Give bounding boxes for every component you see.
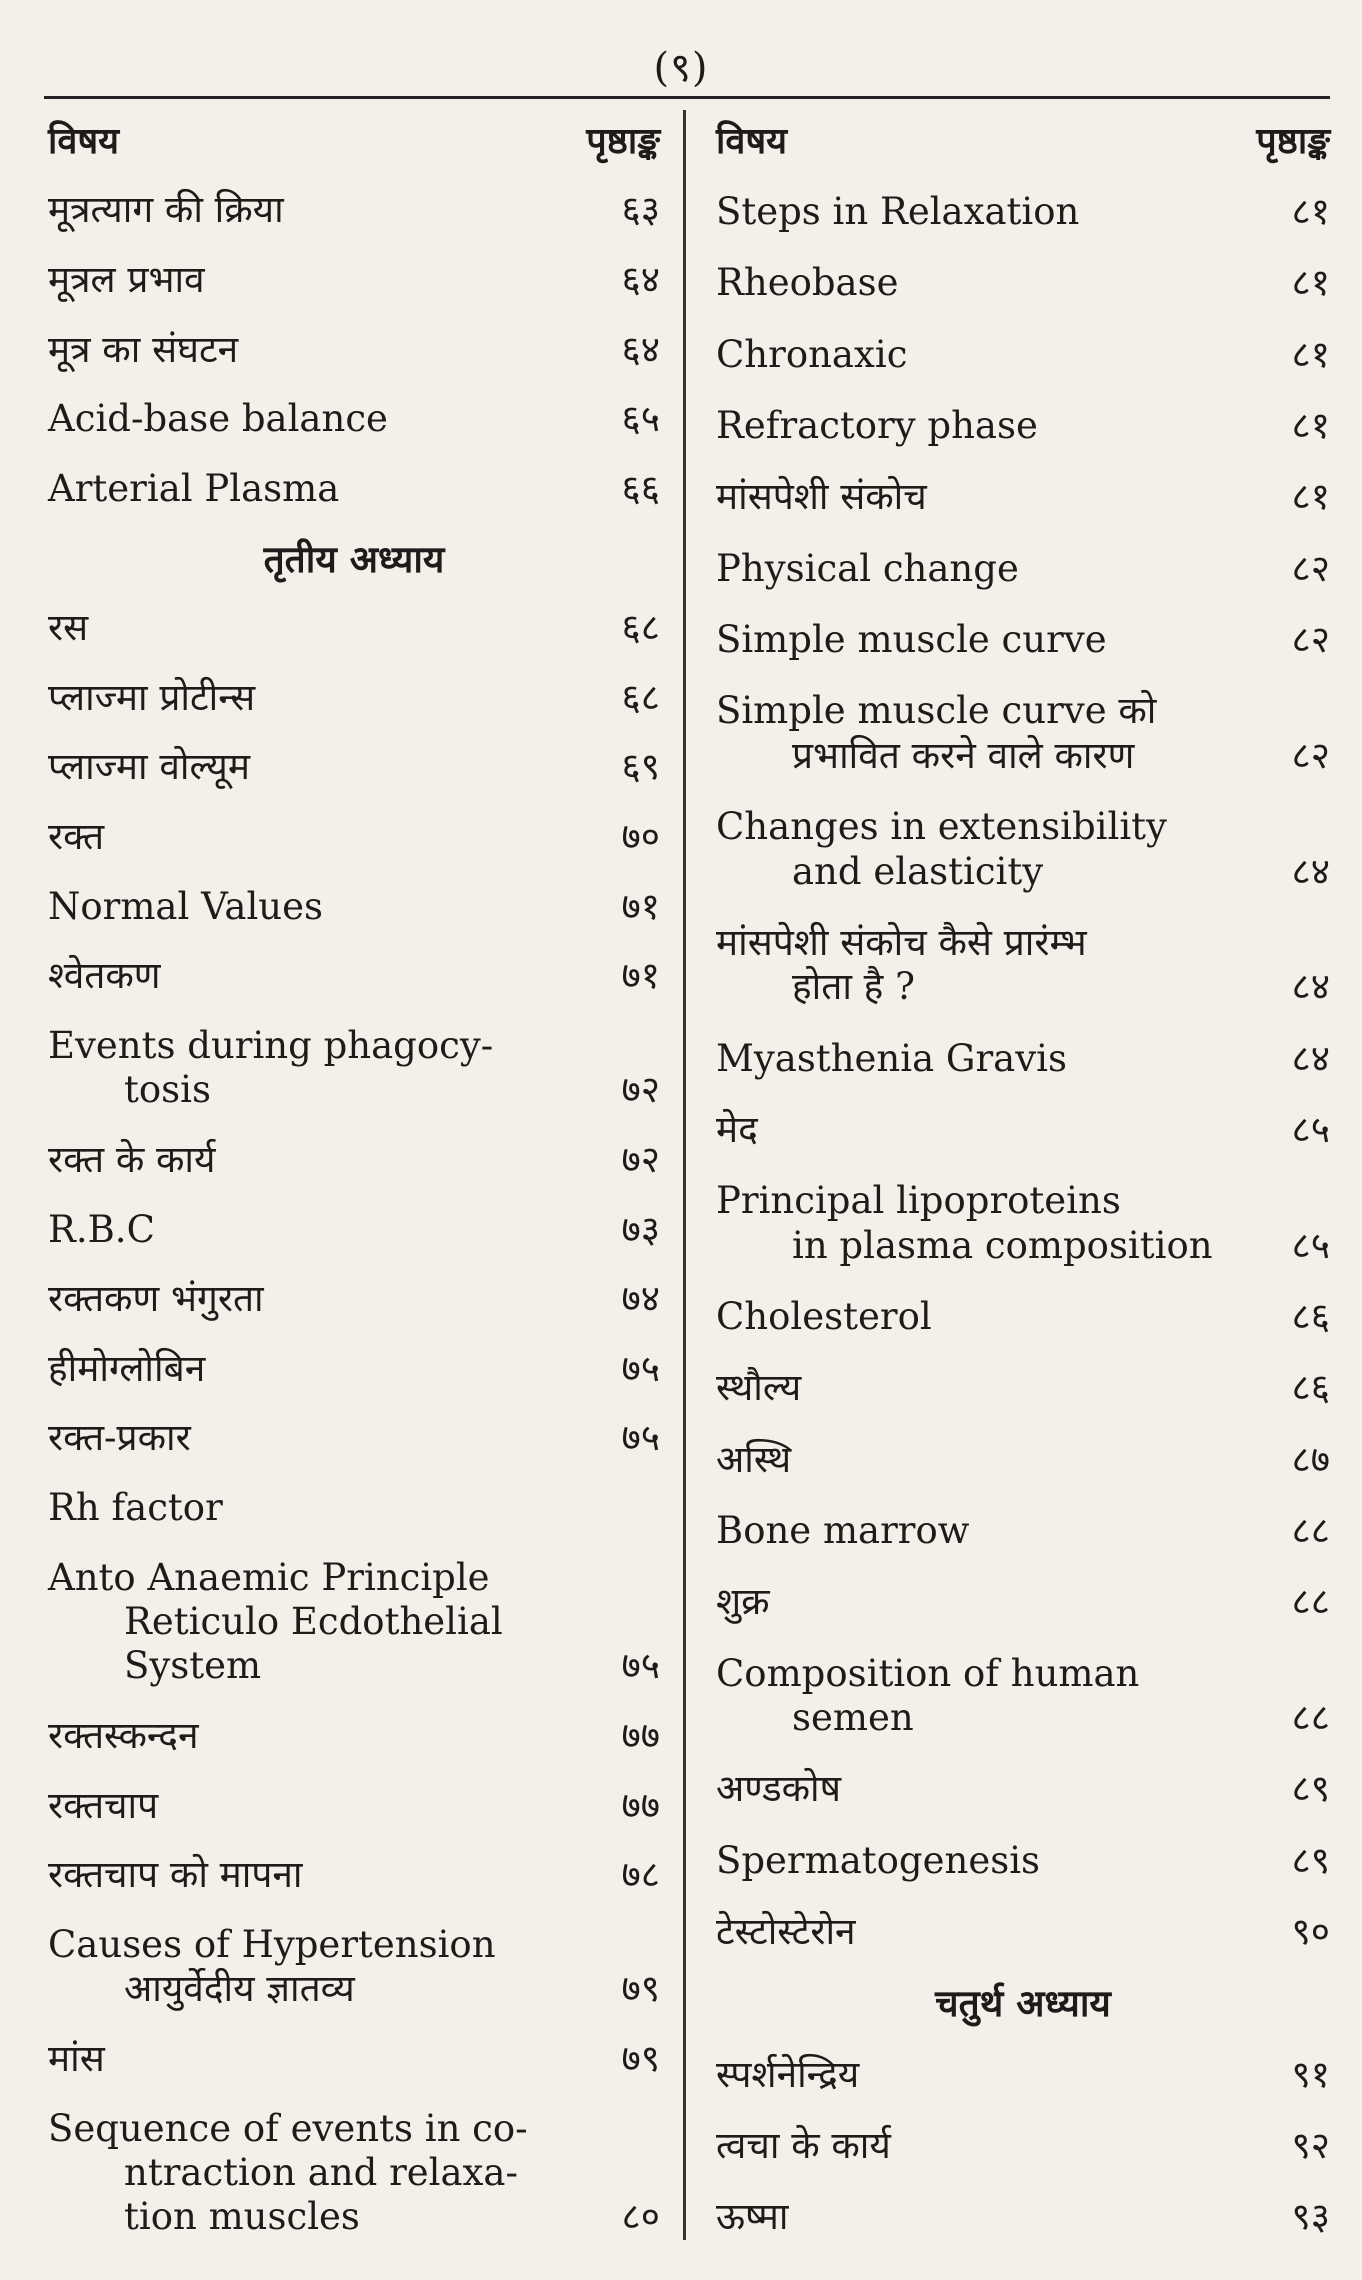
toc-entry [48,1347,660,1391]
toc-entry-line: श्वेतकण [48,954,161,998]
toc-entry-page: ७७ [621,1783,660,1827]
toc-entry-page: ६४ [621,258,660,302]
toc-entry-page: ८४ [1291,1036,1330,1080]
toc-entry [716,1839,1330,1883]
toc-entry-title [716,2053,859,2097]
toc-entry-line: आयुर्वेदीय ज्ञातव्य [124,1967,355,2011]
toc-entry-page: ९२ [1291,2123,1330,2167]
toc-entry-title [716,1108,758,1152]
toc-entry [716,547,1330,591]
chapter-heading [716,1981,1330,2025]
toc-entry-title [716,261,899,305]
toc-entry-title [48,2107,528,2240]
toc-entry-line: Rh factor [48,1486,223,1530]
toc-entry-line: Arterial Plasma [48,466,340,510]
toc-entry-title [716,475,927,519]
toc-entry-line: Rheobase [716,261,899,305]
subject-header: विषय [48,120,120,162]
toc-entry-title [716,404,1038,448]
toc-entry-title [48,1277,264,1321]
toc-entry-line: रक्तचाप [48,1783,159,1827]
right-column-header [716,120,1330,163]
toc-entry-page: ८४ [1291,965,1330,1009]
toc-entry [716,1767,1330,1811]
column-divider [683,110,686,2240]
toc-entry-line: Spermatogenesis [716,1838,1041,1882]
toc-entry [716,2195,1330,2239]
toc-entry [48,815,660,859]
toc-entry-title [716,1910,856,1954]
toc-entry-line: Changes in extensibility [716,805,1167,849]
toc-entry [48,1024,660,1113]
toc-entry [716,2124,1330,2168]
toc-entry-title [48,328,238,372]
toc-entry-page: ७१ [621,884,660,928]
toc-entry [716,475,1330,519]
toc-entry-title [48,745,250,789]
toc-entry [48,606,660,650]
toc-entry-line: tion muscles [124,2195,360,2239]
toc-entry [716,1652,1330,1741]
toc-entry-line: रस [48,606,89,650]
toc-entry-page: ६४ [621,327,660,371]
toc-entry [716,1438,1330,1482]
toc-entry-line: Causes of Hypertension [48,1922,496,1966]
toc-entry-page: ७० [621,815,660,859]
toc-entry-page: ८६ [1291,1294,1330,1338]
toc-entry-line: R.B.C [48,1207,155,1251]
toc-entry-line: त्वचा के कार्य [716,2123,891,2167]
toc-entry [48,188,660,232]
toc-entry-page: ८८ [1291,1508,1330,1552]
toc-entry-page: ७२ [621,1068,660,1112]
toc-entry-line: Events during phagocy- [48,1023,494,1067]
toc-entry-page: ८१ [1291,475,1330,519]
toc-entry-line: ऊष्मा [716,2195,789,2239]
toc-entry [716,1295,1330,1339]
toc-entry [48,1208,660,1252]
toc-entry-page: ८४ [1291,849,1330,893]
toc-entry [716,1037,1330,1081]
toc-entry [48,954,660,998]
chapter-heading [48,537,660,581]
toc-entry-page: ८१ [1291,332,1330,376]
toc-entry-page: ७५ [621,1346,660,1390]
toc-entry-title [716,2195,788,2239]
toc-entry-page: ८९ [1291,1838,1330,1882]
toc-entry-line: रक्तकण भंगुरता [48,1277,264,1321]
toc-entry-page: ८५ [1291,1223,1330,1267]
toc-entry-title [716,1037,1067,1081]
page-number: (९) [653,45,709,91]
toc-entry-title [48,1486,223,1530]
toc-entry-page: ८१ [1291,190,1330,234]
toc-entry-line: प्लाज्मा वोल्यूम [48,745,251,789]
toc-entry-title [716,333,907,377]
toc-entry-title [716,1179,1213,1268]
subject-header: विषय [716,120,788,162]
toc-entry-line: मांसपेशी संकोच कैसे प्रारंम्भ [716,920,1087,964]
left-column [48,120,660,2240]
toc-entry-page: ७१ [621,954,660,998]
toc-entry-line: अण्डकोष [716,1767,842,1811]
toc-entry-page: ८२ [1291,733,1330,777]
toc-entry-page: ७४ [621,1277,660,1321]
toc-entry [716,261,1330,305]
toc-entry-line: Principal lipoproteins [716,1179,1121,1223]
toc-entry-title [48,467,339,511]
toc-entry-line: Sequence of events in co- [48,2106,528,2150]
toc-entry-line: ntraction and relaxa- [124,2151,518,2194]
toc-entry-title [48,258,205,302]
toc-entry-title [48,885,323,929]
toc-entry-line: रक्तस्कन्दन [48,1714,199,1758]
toc-entry-line: अस्थि [716,1437,792,1481]
toc-entry [716,1179,1330,1268]
toc-entry [48,467,660,511]
toc-entry-page: ८८ [1291,1580,1330,1624]
left-column-header [48,120,660,163]
toc-entry [48,1556,660,1689]
toc-entry-page: ८२ [1291,618,1330,662]
toc-entry [716,333,1330,377]
toc-entry-line: मूत्रल प्रभाव [48,258,205,302]
toc-entry-line: Simple muscle curve को [716,689,1157,733]
toc-entry-line: Normal Values [48,884,324,928]
toc-entry-page: ७७ [621,1714,660,1758]
toc-entry-title [716,1580,770,1624]
toc-entry-line: रक्त के कार्य [48,1137,216,1181]
toc-entry [716,1910,1330,1954]
toc-entry [716,921,1330,1010]
toc-entry-line: Composition of human [716,1651,1140,1695]
toc-entry-page: ९० [1291,1909,1330,1953]
toc-entry-line: रक्त [48,815,105,859]
toc-entry-title [48,606,88,650]
toc-entry-line: रक्तचाप को मापना [48,1853,303,1897]
toc-entry [716,689,1330,778]
toc-entry-line: हीमोग्लोबिन [48,1346,206,1390]
toc-entry-title [716,1839,1040,1883]
toc-entry [48,885,660,929]
toc-entry-page: ६५ [621,397,660,441]
toc-entry [48,2037,660,2081]
toc-entry-page: ७८ [621,1853,660,1897]
toc-entry-title [716,1438,791,1482]
toc-entry [48,676,660,720]
toc-entry-line: Acid-base balance [48,397,388,441]
toc-entry-line: Reticulo Ecdothelial [124,1600,503,1644]
toc-entry [48,1416,660,1460]
toc-entry-title [716,547,1019,591]
toc-entry-title [48,1784,158,1828]
toc-entry-page: ७९ [621,2036,660,2080]
toc-entry [716,2053,1330,2097]
toc-entry [716,1509,1330,1553]
right-column [716,120,1330,2240]
toc-entry [48,1853,660,1897]
toc-entry-line: प्लाज्मा प्रोटीन्स [48,675,256,719]
toc-entry [48,1486,660,1530]
toc-entry-line: System [124,1644,262,1688]
toc-entry-line: स्थौल्य [716,1366,802,1410]
page-header: पृष्ठाङ्क [1256,120,1330,162]
toc-entry-page: ६९ [621,745,660,789]
toc-entry-line: मूत्रत्याग की क्रिया [48,188,284,232]
toc-entry-page: ७९ [621,1967,660,2011]
toc-entry-title [716,1652,1139,1741]
toc-entry-title [716,805,1167,894]
toc-entry [716,1580,1330,1624]
chapter-heading-text: तृतीय अध्याय [263,536,445,581]
toc-entry-line: स्पर्शनेन्द्रिय [716,2052,860,2096]
toc-entry-line: मेद [716,1107,758,1151]
toc-entry-line: होता है ? [792,965,915,1009]
toc-entry-line: Myasthenia Gravis [716,1036,1067,1080]
page-header: पृष्ठाङ्क [586,120,660,162]
toc-entry-title [48,1556,503,1689]
toc-entry-line: Physical change [716,546,1019,590]
toc-entry-line: semen [792,1695,914,1739]
toc-entry-line: in plasma composition [792,1223,1213,1267]
toc-entry [48,1277,660,1321]
toc-entry-title [716,921,1087,1010]
toc-entry [716,618,1330,662]
toc-entry-line: Simple muscle curve [716,618,1107,662]
toc-entry-title [716,689,1156,778]
toc-entry-page: ८२ [1291,546,1330,590]
toc-entry-line: Steps in Relaxation [716,190,1080,234]
toc-entry-title [716,618,1107,662]
toc-entry-title [48,1024,493,1113]
toc-entry [716,805,1330,894]
toc-entry-line: Chronaxic [716,332,908,376]
toc-entry-page: ९१ [1291,2052,1330,2096]
toc-entry-page: ८१ [1291,404,1330,448]
toc-entry-page: ९३ [1291,2195,1330,2239]
toc-entry [48,1138,660,1182]
toc-entry-title [48,1714,198,1758]
toc-entry-title [716,190,1079,234]
toc-entry-title [716,1767,841,1811]
toc-entry [716,1108,1330,1152]
toc-entry-title [716,1509,969,1553]
toc-entry [48,2107,660,2240]
toc-entry-page: ७३ [621,1207,660,1251]
toc-entry [48,397,660,441]
toc-entry-title [48,1208,155,1252]
toc-entry-title [48,1853,303,1897]
toc-entry-line: Cholesterol [716,1294,932,1338]
toc-entry-title [48,676,255,720]
toc-entry-title [716,1295,932,1339]
toc-entry-line: Anto Anaemic Principle [48,1555,490,1599]
toc-entry [48,328,660,372]
toc-entry-title [48,2037,105,2081]
toc-entry-line: and elasticity [792,849,1044,893]
toc-entry-page: ८६ [1291,1366,1330,1410]
toc-entry-page: ८० [621,2195,660,2239]
toc-entry-title [48,1138,215,1182]
toc-entry-title [48,188,284,232]
toc-entry-page: ६८ [621,675,660,719]
toc-entry-line: टेस्टोस्टेरोन [716,1909,856,1953]
toc-entry [48,1784,660,1828]
toc-entry-title [716,1366,801,1410]
toc-entry-line: Refractory phase [716,404,1038,448]
toc-entry-line: मांसपेशी संकोच [716,475,927,519]
toc-entry-line: मूत्र का संघटन [48,327,239,371]
chapter-heading-text: चतुर्थ अध्याय [935,1981,1111,2026]
toc-entry-page: ६६ [621,466,660,510]
toc-entry-line: शुक्र [716,1580,770,1624]
top-rule [44,96,1330,99]
toc-entry [48,745,660,789]
toc-entry-line: रक्त-प्रकार [48,1416,191,1460]
toc-entry-title [48,1416,191,1460]
toc-entry-title [716,2124,891,2168]
toc-entry [716,1366,1330,1410]
toc-entry-line: tosis [124,1068,211,1112]
toc-entry-page: ७५ [621,1644,660,1688]
toc-entry-page: ६३ [621,188,660,232]
toc-entry-line: Bone marrow [716,1508,970,1552]
toc-entry-page: ७५ [621,1416,660,1460]
toc-entry [716,190,1330,234]
toc-entry-line: प्रभावित करने वाले कारण [792,733,1135,777]
toc-entry [48,1923,660,2012]
toc-entry-title [48,954,161,998]
toc-entry-title [48,1923,496,2012]
toc-entry [716,404,1330,448]
toc-entry-page: ७२ [621,1137,660,1181]
toc-entry-title [48,1347,205,1391]
toc-entry-page: ६८ [621,606,660,650]
toc-entry [48,258,660,302]
toc-entry-page: ८९ [1291,1767,1330,1811]
toc-entry-page: ८५ [1291,1107,1330,1151]
toc-entry-line: मांस [48,2036,105,2080]
toc-entry-title [48,815,104,859]
toc-entry-page: ८८ [1291,1695,1330,1739]
toc-entry [48,1714,660,1758]
toc-entry-page: ८१ [1291,261,1330,305]
toc-entry-page: ८७ [1291,1437,1330,1481]
toc-entry-title [48,397,388,441]
